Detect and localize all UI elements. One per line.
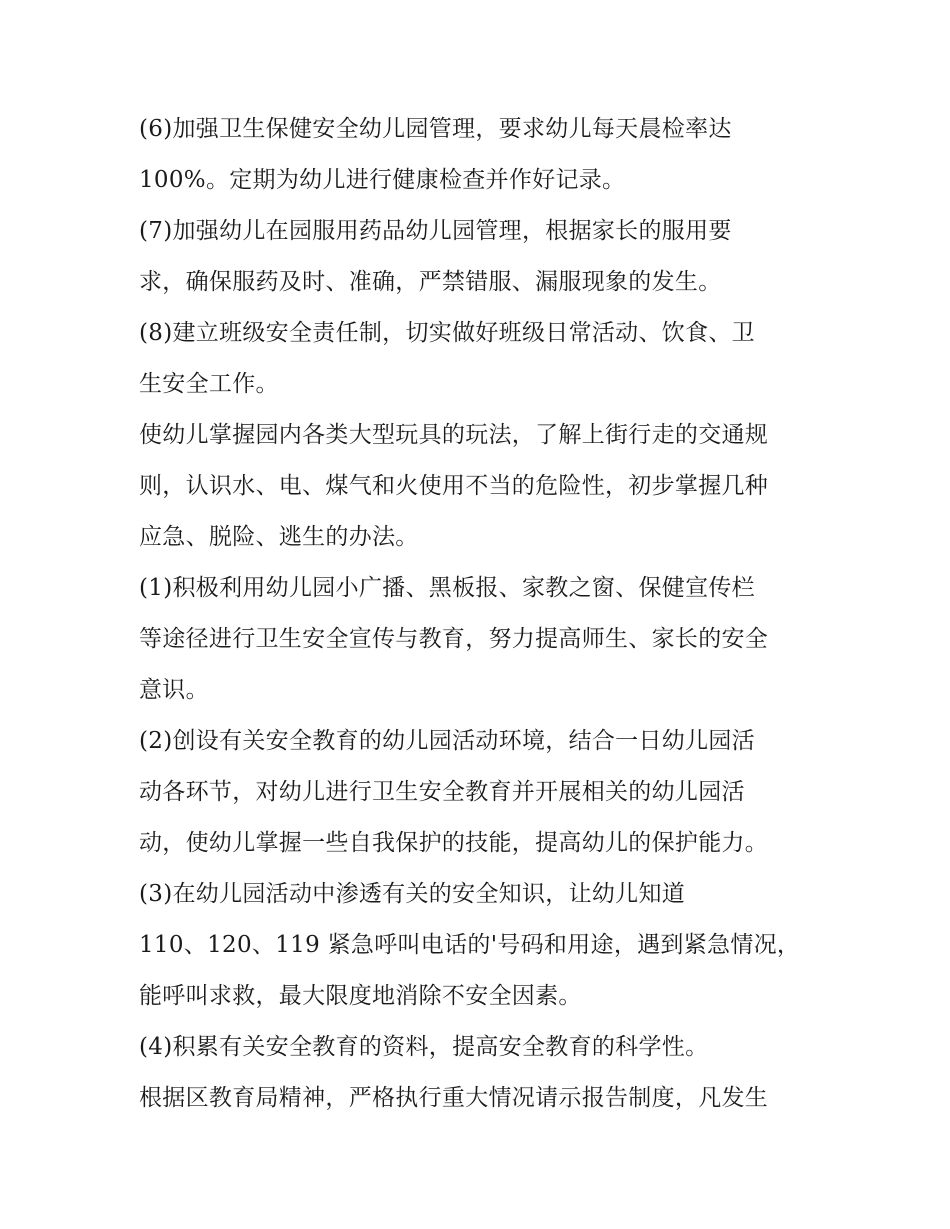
text-line: (6)加强卫生保健安全幼儿园管理，要求幼儿每天晨检率达 — [139, 116, 732, 142]
text-line: 110、120、119 紧急呼叫电话的'号码和用途，遇到紧急情况， — [139, 932, 801, 958]
text-line: (8)建立班级安全责任制，切实做好班级日常活动、饮食、卫 — [139, 320, 755, 346]
text-line: 求，确保服药及时、准确，严禁错服、漏服现象的发生。 — [139, 269, 722, 295]
text-line: 等途径进行卫生安全宣传与教育，努力提高师生、家长的安全 — [139, 626, 769, 652]
text-line: 动，使幼儿掌握一些自我保护的技能，提高幼儿的保护能力。 — [139, 830, 769, 856]
text-line: 意识。 — [139, 677, 209, 703]
text-line: (3)在幼儿园活动中渗透有关的安全知识，让幼儿知道 — [139, 881, 686, 907]
text-line: 使幼儿掌握园内各类大型玩具的玩法，了解上街行走的交通规 — [139, 422, 769, 448]
text-line: 生安全工作。 — [139, 371, 279, 397]
document-body — [139, 104, 819, 1124]
text-line: 应急、脱险、逃生的办法。 — [139, 524, 419, 550]
text-line: 根据区教育局精神，严格执行重大情况请示报告制度，凡发生 — [139, 1085, 769, 1111]
text-line: 则，认识水、电、煤气和火使用不当的危险性，初步掌握几种 — [139, 473, 769, 499]
text-line: (7)加强幼儿在园服用药品幼儿园管理，根据家长的服用要 — [139, 218, 732, 244]
text-line: 100%。定期为幼儿进行健康检查并作好记录。 — [139, 167, 626, 193]
text-line: 能呼叫求救，最大限度地消除不安全因素。 — [139, 983, 582, 1009]
text-line: (4)积累有关安全教育的资料，提高安全教育的科学性。 — [139, 1034, 709, 1060]
text-line: (1)积极利用幼儿园小广播、黑板报、家教之窗、保健宣传栏 — [139, 575, 755, 601]
text-line: 动各环节，对幼儿进行卫生安全教育并开展相关的幼儿园活 — [139, 779, 745, 805]
text-line: (2)创设有关安全教育的幼儿园活动环境，结合一日幼儿园活 — [139, 728, 755, 754]
